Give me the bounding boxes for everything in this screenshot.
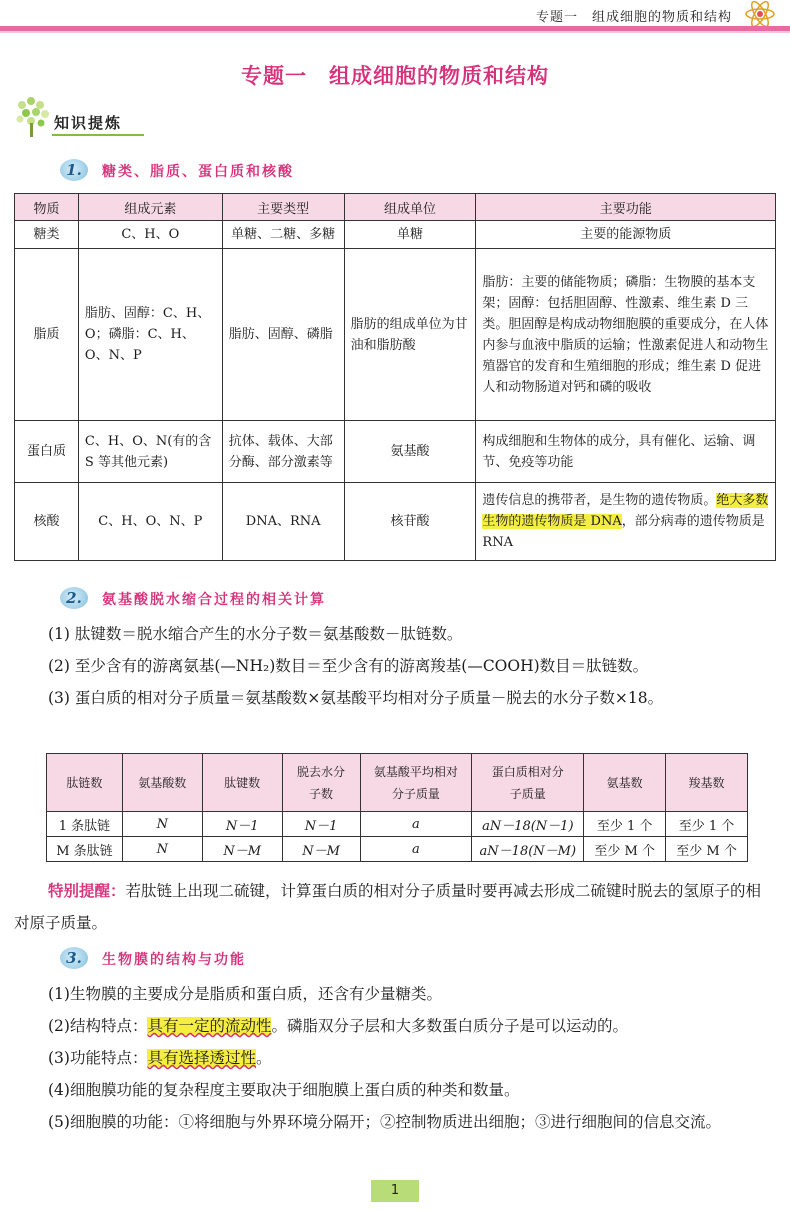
point-text: (3)功能特点：: [48, 1049, 148, 1067]
highlighted-text: 绝大多数生物的遗传物质是 DNA: [482, 493, 769, 529]
table-header-row: [47, 754, 748, 812]
table-cell: N－M: [282, 837, 360, 862]
knowledge-label: 知识提炼: [54, 114, 123, 132]
table-header-cell: 氨基数: [584, 754, 666, 812]
table-cell: 1 条肽链: [47, 812, 123, 837]
table-cell: 单糖、二糖、多糖: [222, 221, 344, 249]
table-cell: 核苷酸: [344, 483, 476, 561]
table-header-cell: 肽键数: [202, 754, 282, 812]
highlighted-text: 具有一定的流动性: [147, 1017, 272, 1035]
membrane-point-3: [14, 1042, 776, 1074]
table-header-cell: 组成单位: [344, 194, 476, 221]
table-row: [15, 249, 776, 421]
knowledge-header: [14, 95, 214, 139]
highlighted-text: 具有选择透过性: [147, 1049, 256, 1067]
section-number-badge: 1.: [60, 159, 88, 181]
membrane-point-2: [14, 1010, 776, 1042]
atom-icon: [744, 0, 776, 28]
substance-table: [14, 193, 776, 561]
table-cell: 脂肪的组成单位为甘油和脂肪酸: [344, 249, 476, 421]
table-cell: 构成细胞和生物体的成分，具有催化、运输、调节、免疫等功能: [476, 421, 776, 483]
section-title: 氨基酸脱水缩合过程的相关计算: [102, 592, 326, 608]
section-number-badge: 3.: [60, 947, 88, 969]
membrane-point-5: (5)细胞膜的功能：①将细胞与外界环境分隔开；②控制物质进出细胞；③进行细胞间的信息交流。: [48, 1113, 721, 1131]
calc-rule-2: (2) 至少含有的游离氨基(—NH₂)数目＝至少含有的游离羧基(—COOH)数目＝肽链数。: [48, 657, 649, 675]
table-cell: 抗体、载体、大部分酶、部分激素等: [222, 421, 344, 483]
table-cell: 蛋白质: [15, 421, 79, 483]
membrane-point-4: (4)细胞膜功能的复杂程度主要取决于细胞膜上蛋白质的种类和数量。: [48, 1081, 520, 1099]
table-row: [15, 421, 776, 483]
membrane-points: [14, 978, 776, 1138]
table-cell: 主要的能源物质: [476, 221, 776, 249]
table-cell: 氨基酸: [344, 421, 476, 483]
table-cell: C、H、O: [78, 221, 222, 249]
table-header-cell: 物质: [15, 194, 79, 221]
running-title: 专题一 组成细胞的物质和结构: [535, 10, 732, 25]
table-header-cell: 主要功能: [476, 194, 776, 221]
table-cell: 脂肪、固醇：C、H、O；磷脂：C、H、O、N、P: [78, 249, 222, 421]
calc-rule-1: (1) 肽键数＝脱水缩合产生的水分子数＝氨基酸数－肽链数。: [48, 625, 463, 643]
function-text: ，部分病毒的遗传物质是 RNA: [482, 514, 765, 550]
table-cell: 脂质: [15, 249, 79, 421]
table-header-cell: 组成元素: [78, 194, 222, 221]
table-header-cell: 氨基酸平均相对分子质量: [360, 754, 472, 812]
table-cell: N: [122, 837, 202, 862]
table-cell: a: [360, 837, 472, 862]
running-header: [0, 0, 790, 34]
table-cell: C、H、O、N、P: [78, 483, 222, 561]
page-number: 1: [371, 1180, 419, 1202]
point-text: 。磷脂双分子层和大多数蛋白质分子是可以运动的。: [271, 1017, 628, 1035]
table-row: [15, 483, 776, 561]
peptide-calc-table: [46, 753, 748, 862]
table-row: [47, 812, 748, 837]
point-text: 。: [255, 1049, 272, 1067]
table-row: [15, 221, 776, 249]
table-cell: 至少 M 个: [584, 837, 666, 862]
header-bar-light: [0, 31, 790, 33]
table-cell: M 条肽链: [47, 837, 123, 862]
table-cell: 单糖: [344, 221, 476, 249]
table-header-cell: 肽链数: [47, 754, 123, 812]
calc-rules: [14, 618, 776, 714]
calc-rule-3: (3) 蛋白质的相对分子质量＝氨基酸数×氨基酸平均相对分子质量－脱去的水分子数×18。: [48, 689, 664, 707]
section-title: 生物膜的结构与功能: [102, 952, 246, 968]
table-cell: 至少 1 个: [584, 812, 666, 837]
table-header-cell: 蛋白质相对分子质量: [472, 754, 584, 812]
table-cell: 至少 M 个: [666, 837, 748, 862]
tree-icon: [14, 95, 54, 139]
function-text: 遗传信息的携带者，是生物的遗传物质。: [482, 493, 717, 508]
table-cell: aN－18(N－M): [472, 837, 584, 862]
table-cell: N: [122, 812, 202, 837]
tip-text: 若肽链上出现二硫键，计算蛋白质的相对分子质量时要再减去形成二硫键时脱去的氢原子的相对原子质量。: [14, 882, 762, 932]
section-number-badge: 2.: [60, 587, 88, 609]
table-cell: [476, 483, 776, 561]
table-cell: aN－18(N－1): [472, 812, 584, 837]
table-header-cell: 脱去水分子数: [282, 754, 360, 812]
table-cell: N－1: [282, 812, 360, 837]
point-text: (2)结构特点：: [48, 1017, 148, 1035]
knowledge-underline: [52, 134, 144, 136]
table-header-cell: 氨基酸数: [122, 754, 202, 812]
table-header-cell: 羧基数: [666, 754, 748, 812]
table-cell: 脂肪、固醇、磷脂: [222, 249, 344, 421]
tip-label: 特别提醒：: [48, 881, 126, 900]
table-cell: 糖类: [15, 221, 79, 249]
table-cell: C、H、O、N(有的含 S 等其他元素): [78, 421, 222, 483]
table-header-cell: 主要类型: [222, 194, 344, 221]
section-title: 糖类、脂质、蛋白质和核酸: [102, 164, 294, 180]
table-cell: 至少 1 个: [666, 812, 748, 837]
table-cell: DNA、RNA: [222, 483, 344, 561]
table-row: [47, 837, 748, 862]
membrane-point-1: (1)生物膜的主要成分是脂质和蛋白质，还含有少量糖类。: [48, 985, 442, 1003]
table-cell: N－M: [202, 837, 282, 862]
table-cell: N－1: [202, 812, 282, 837]
table-cell: a: [360, 812, 472, 837]
chapter-title: 专题一 组成细胞的物质和结构: [241, 63, 549, 88]
special-tip: [14, 875, 776, 939]
table-cell: 脂肪：主要的储能物质；磷脂：生物膜的基本支架；固醇：包括胆固醇、性激素、维生素 D 三类。胆固醇是构成动物细胞膜的重要成分，在人体内参与血液中脂质的运输；性激素促进人和动物生殖器官的发育和生殖细胞的形成；维生素 D 促进人和动物肠道对钙和磷的吸收: [476, 249, 776, 421]
table-cell: 核酸: [15, 483, 79, 561]
table-header-row: [15, 194, 776, 221]
